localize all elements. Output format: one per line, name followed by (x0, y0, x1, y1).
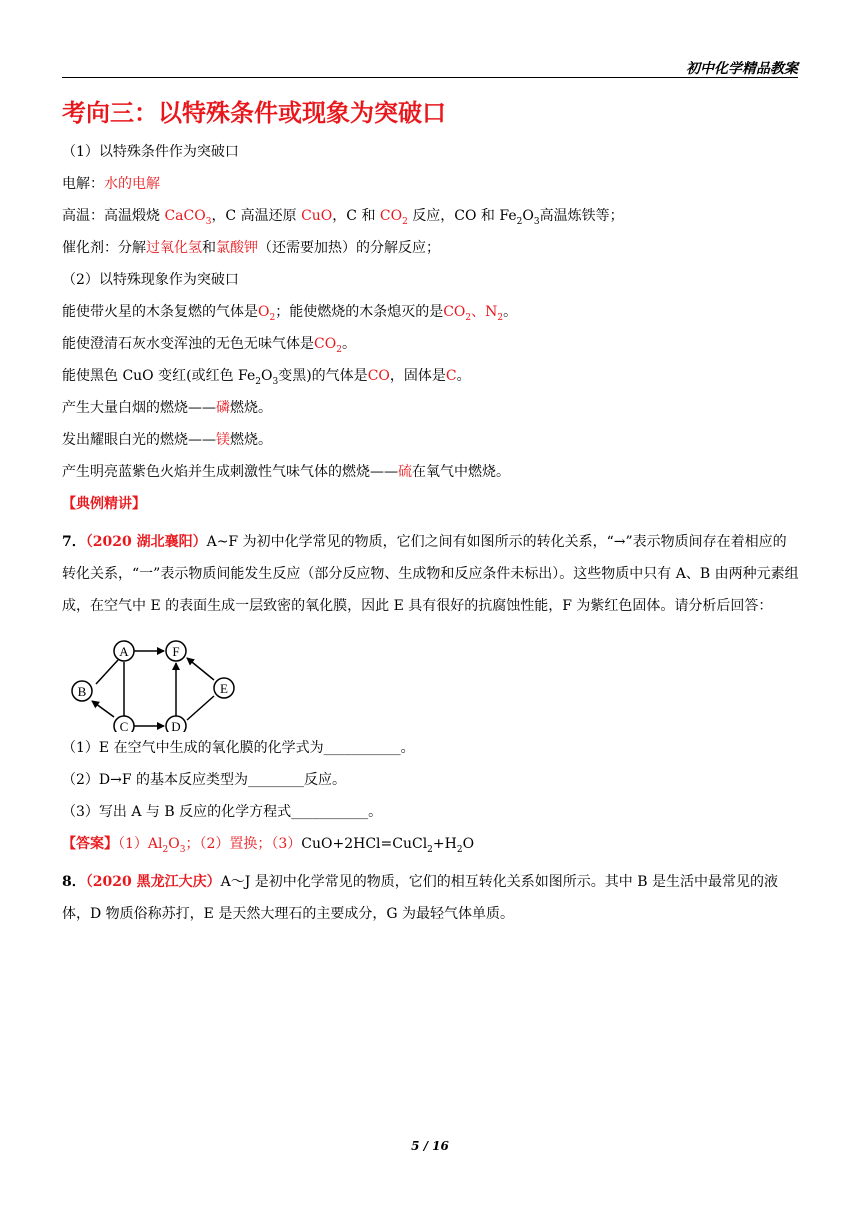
svg-text:F: F (172, 644, 180, 659)
header-title: 初中化学精品教案 (686, 61, 798, 77)
question-8-stem: 8．（2020 黑龙江大庆）A～J 是初中化学常见的物质，它们的相互转化关系如图所示。其中 B 是生活中最常见的液体，D 物质俗称苏打，E 是天然大理石的主要成分，G 为最轻气体单质。 (62, 874, 778, 922)
conversion-diagram (62, 632, 242, 732)
section-title: 考向三：以特殊条件或现象为突破口 (62, 99, 446, 127)
page-content (62, 96, 800, 930)
node-a (114, 641, 134, 661)
node-c (114, 716, 134, 732)
svg-text:C: C (119, 719, 129, 732)
phenomena-line-1: 能使带火星的木条复燃的气体是$O_2$；能使燃烧的木条熄灭的是$CO_2$、$N_2$。 (62, 304, 518, 323)
high-temp-line: 高温：高温煅烧 CaCO$_3$，C 高温还原 CuO，C 和 $CO_2$ 反应，CO 和 $Fe_2O_3$高温炼铁等； (62, 208, 624, 227)
conditions-heading: （1）以特殊条件作为突破口 (62, 144, 239, 160)
svg-text:A: A (119, 644, 129, 659)
node-b (72, 681, 92, 701)
header-rule (62, 77, 798, 78)
catalyst-line: 催化剂：分解过氧化氢和氯酸钾（还需要加热）的分解反应； (62, 240, 440, 256)
phenomena-heading: （2）以特殊现象作为突破口 (62, 272, 239, 288)
question-7-answer: 【答案】$(1)Al_2O_3$；（2）置换；$(3)CuO+2HCl=CuCl_2+H_2O$ (62, 836, 475, 855)
question-7-sub-1: （1）E 在空气中生成的氧化膜的化学式为___________。 (62, 740, 415, 756)
question-7-sub-3: （3）写出 A 与 B 反应的化学方程式___________。 (62, 804, 383, 820)
electrolysis-line: 电解：水的电解 (62, 176, 160, 192)
svg-text:E: E (220, 681, 228, 696)
page-number: 5 / 16 (411, 1139, 449, 1153)
node-f (166, 641, 186, 661)
phenomena-line-6: 产生明亮蓝紫色火焰并生成刺激性气味气体的燃烧——硫在氧气中燃烧。 (62, 464, 510, 480)
node-d (166, 716, 186, 732)
node-e (214, 678, 234, 698)
question-7-stem: 7．（2020 湖北襄阳）A~F 为初中化学常见的物质，它们之间有如图所示的转化关系，“→”表示物质间存在着相应的转化关系，“一”表示物质间能发生反应（部分反应物、生成物和反应条件未标出）。这些物质中只有 A、B 由两种元素组成，在空气中 E 的表面生成一层致密的氧化膜，因此 E 具有很好的抗腐蚀性能，F 为紫红色固体。请分析后回答： (62, 534, 799, 614)
phenomena-line-4: 产生大量白烟的燃烧——磷燃烧。 (62, 400, 272, 416)
svg-text:D: D (171, 719, 181, 732)
phenomena-line-3: 能使黑色 CuO 变红(或红色 $Fe_2O_3$变黑)的气体是CO，固体是C。 (62, 368, 471, 387)
phenomena-line-5: 发出耀眼白光的燃烧——镁燃烧。 (62, 432, 272, 448)
question-7-sub-2: （2）D→F 的基本反应类型为________反应。 (62, 772, 347, 788)
examples-heading: 【典例精讲】 (62, 496, 146, 512)
svg-text:B: B (77, 684, 87, 699)
phenomena-line-2: 能使澄清石灰水变浑浊的无色无味气体是$CO_2$。 (62, 336, 356, 355)
